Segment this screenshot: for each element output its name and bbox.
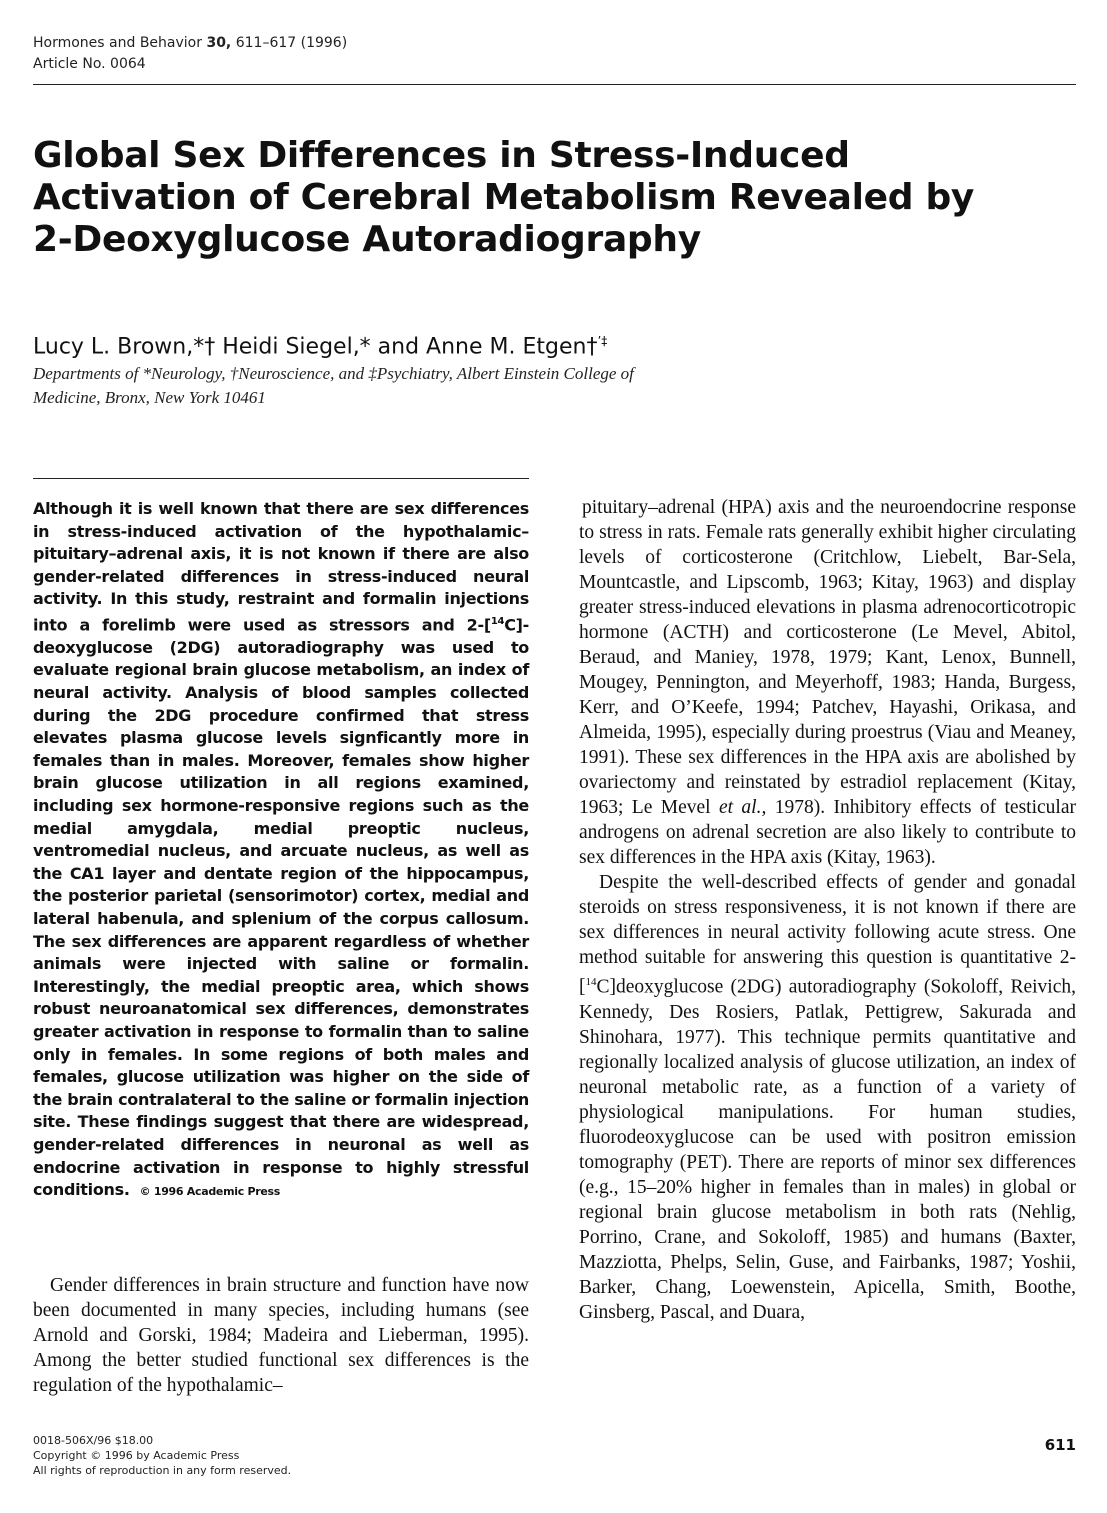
abstract-isotope-sup: 14: [490, 615, 505, 627]
affiliation-line-2: Medicine, Bronx, New York 10461: [33, 388, 266, 407]
affiliation: [33, 362, 733, 410]
article-title: [33, 135, 975, 261]
footer-copyright: Copyright © 1996 by Academic Press: [33, 1449, 240, 1462]
issn-price: 0018-506X/96 $18.00: [33, 1434, 154, 1447]
header-divider: [33, 84, 1076, 85]
intro-paragraph-1-continued: [579, 495, 1076, 870]
journal-volume: 30,: [206, 35, 232, 51]
authors-mark: ’‡: [597, 334, 608, 348]
title-line-3: 2-Deoxyglucose Autoradiography: [33, 219, 701, 260]
abstract-copyright: © 1996 Academic Press: [139, 1185, 281, 1199]
para1-text-b: 1978). Inhibitory effects of testicular androgens on adrenal secretion are also likely to contribute to sex differences in the HPA axis (Kitay, 1963).: [579, 797, 1076, 868]
article-number: Article No. 0064: [33, 56, 146, 72]
intro-paragraph-1: Gender differences in brain structure and function have now been documented in many species, including humans (see Arnold and Gorski, 1984; Madeira and Lieberman, 1995). Among the better studied functional sex differences is the regulation of the hypothalamic–: [33, 1275, 529, 1396]
abstract-divider: [33, 478, 529, 479]
para1-etal: et al.,: [718, 797, 767, 818]
body-column-right: [579, 495, 1076, 1325]
journal-pages-year: 611–617 (1996): [235, 35, 348, 51]
journal-header: [33, 33, 347, 75]
abstract: [33, 498, 529, 1204]
para1-text-a: pituitary–adrenal (HPA) axis and the neuroendocrine response to stress in rats. Female rats generally exhibit higher circulating levels of corticosterone (Critchlow, Liebelt, Bar-Sela, Mountcastle, and Lipscomb, 1963; Kitay, 1963) and display greater stress-induced elevations in plasma adrenocorticotropic hormone (ACTH) and corticosterone (Le Mevel, Abitol, Beraud, and Maniey, 1978, 1979; Kant, Lenox, Bunnell, Mougey, Pennington, and Meyerhoff, 1983; Handa, Burgess, Kerr, and O’Keefe, 1994; Patchev, Hayashi, Orikasa, and Almeida, 1995), especially during proestrus (Viau and Meaney, 1991). These sex differences in the HPA axis are abolished by ovariectomy and reinstated by estradiol replacement (Kitay, 1963; Le Mevel: [579, 497, 1076, 818]
para2-text-a: Despite the well-described effects of gender and gonadal steroids on stress responsiveness, it is not known if there are sex differences in neural activity following acute stress. One method suitable for answering this question is quantitative 2-[: [579, 872, 1076, 998]
journal-citation: [33, 33, 347, 54]
abstract-text-2: C]-deoxyglucose (2DG) autoradiography was used to evaluate regional brain glucose metabolism, an index of neural activity. Analysis of blood samples collected during the 2DG procedure confirmed that stress elevates plasma glucose levels signficantly more in females than in males. Moreover, females show higher brain glucose utilization in all regions examined, including sex hormone-responsive regions such as the medial amygdala, medial preoptic nucleus, ventromedial nucleus, and arcuate nucleus, as well as the CA1 layer and dentate region of the hippocampus, the posterior parietal (sensorimotor) cortex, medial and lateral habenula, and splenium of the corpus callosum. The sex differences are apparent regardless of whether animals were injected with saline or formalin. Interestingly, the medial preoptic area, which shows robust neuroanatomical sex differences, demonstrates greater activation in response to formalin than to saline only in females. In some regions of both males and females, glucose utilization was higher on the side of the brain contralateral to the saline or formalin injection site. These findings suggest that there are widespread, gender-related differences in neuronal as well as endocrine activation in response to highly stressful conditions.: [33, 615, 529, 1200]
para2-isotope-sup: 14: [585, 976, 597, 988]
abstract-text-1: Although it is well known that there are sex differences in stress-induced activation of the hypothalamic–pituitary–adrenal axis, it is not known if there are also gender-related differences in stress-induced neural activity. In this study, restraint and formalin injections into a forelimb were used as stressors and 2-[: [33, 499, 529, 635]
affiliation-line-1: Departments of *Neurology, †Neuroscience, and ‡Psychiatry, Albert Einstein College of: [33, 364, 634, 383]
title-line-2: Activation of Cerebral Metabolism Revealed by: [33, 177, 975, 218]
body-column-left: [33, 1273, 529, 1398]
intro-paragraph-2: [579, 870, 1076, 1325]
author-list: [33, 326, 607, 362]
para2-text-b: C]deoxyglucose (2DG) autoradiography (Sokoloff, Reivich, Kennedy, Des Rosiers, Patlak, Pettigrew, Sakurada and Shinohara, 1977). This technique permits quantitative and regionally localized analysis of glucose utilization, an index of neuronal metabolic rate, as a function of a variety of physiological manipulations. For human studies, fluorodeoxyglucose can be used with positron emission tomography (PET). There are reports of minor sex differences (e.g., 15–20% higher in females than in males) in global or regional brain glucose metabolism in both rats (Nehlig, Porrino, Crane, and Sokoloff, 1985) and humans (Baxter, Mazziotta, Phelps, Selin, Guse, and Fairbanks, 1987; Yoshii, Barker, Chang, Loewenstein, Apicella, Smith, Boothe, Ginsberg, Pascal, and Duara,: [579, 976, 1076, 1323]
footer-info: [33, 1433, 291, 1478]
page-number: 611: [1044, 1436, 1076, 1454]
title-line-1: Global Sex Differences in Stress-Induced: [33, 135, 850, 176]
journal-name: Hormones and Behavior: [33, 35, 202, 51]
footer-rights: All rights of reproduction in any form reserved.: [33, 1464, 292, 1477]
authors-text: Lucy L. Brown,*† Heidi Siegel,* and Anne M. Etgen†: [33, 334, 598, 360]
